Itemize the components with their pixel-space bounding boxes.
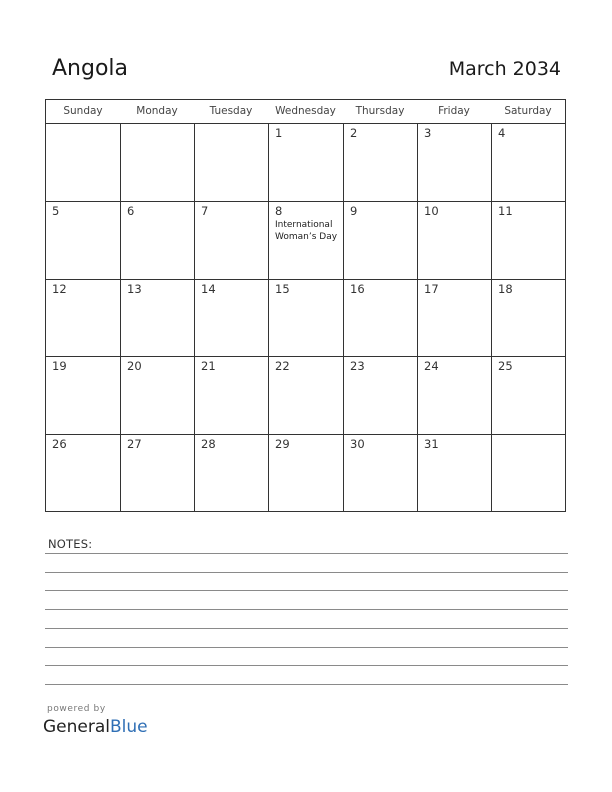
day-cell — [194, 202, 268, 279]
day-cell — [120, 280, 194, 356]
day-number: 31 — [424, 437, 439, 451]
day-cell — [46, 124, 120, 201]
day-number: 14 — [201, 282, 216, 296]
day-cell — [417, 202, 491, 279]
weekday-tuesday: Tuesday — [209, 105, 253, 117]
week-row — [46, 202, 565, 280]
notes-line — [45, 665, 568, 666]
day-cell — [46, 280, 120, 356]
day-cell — [268, 202, 343, 279]
day-cell — [491, 280, 565, 356]
day-number: 19 — [52, 359, 67, 373]
day-number: 20 — [127, 359, 142, 373]
day-number: 4 — [498, 126, 506, 140]
weekday-saturday: Saturday — [504, 105, 552, 117]
country-title: Angola — [52, 56, 129, 81]
day-cell — [120, 357, 194, 434]
day-cell — [194, 280, 268, 356]
day-number: 2 — [350, 126, 358, 140]
week-row — [46, 435, 565, 512]
day-number: 3 — [424, 126, 432, 140]
day-cell — [268, 280, 343, 356]
weekday-friday: Friday — [438, 105, 470, 117]
day-number: 7 — [201, 204, 209, 218]
day-cell — [120, 435, 194, 512]
day-number: 9 — [350, 204, 358, 218]
day-cell — [491, 124, 565, 201]
day-cell — [120, 124, 194, 201]
brand-general: General — [43, 717, 110, 737]
notes-line — [45, 684, 568, 685]
notes-line — [45, 628, 568, 629]
day-cell — [417, 280, 491, 356]
day-number: 15 — [275, 282, 290, 296]
day-number: 22 — [275, 359, 290, 373]
day-number: 18 — [498, 282, 513, 296]
weekday-sunday: Sunday — [63, 105, 103, 117]
brand-blue: Blue — [110, 717, 148, 737]
day-cell — [268, 357, 343, 434]
day-cell — [194, 435, 268, 512]
day-cell — [46, 357, 120, 434]
day-cell — [343, 280, 417, 356]
week-row — [46, 280, 565, 357]
day-cell — [417, 435, 491, 512]
generalblue-logo — [43, 717, 148, 737]
notes-line — [45, 553, 568, 554]
day-cell — [343, 435, 417, 512]
day-cell — [491, 357, 565, 434]
day-number: 25 — [498, 359, 513, 373]
day-number: 27 — [127, 437, 142, 451]
day-cell — [268, 435, 343, 512]
day-number: 12 — [52, 282, 67, 296]
day-cell — [491, 435, 565, 512]
day-number: 13 — [127, 282, 142, 296]
day-number: 5 — [52, 204, 60, 218]
notes-label: NOTES: — [48, 537, 93, 551]
week-row — [46, 357, 565, 435]
day-cell — [343, 124, 417, 201]
week-row — [46, 124, 565, 202]
day-cell — [46, 435, 120, 512]
day-cell — [417, 357, 491, 434]
day-number: 11 — [498, 204, 513, 218]
notes-line — [45, 590, 568, 591]
day-cell — [120, 202, 194, 279]
day-cell — [417, 124, 491, 201]
day-number: 8 — [275, 204, 283, 218]
weekday-header-row — [46, 100, 565, 124]
day-cell — [194, 357, 268, 434]
holiday-label: International Woman’s Day — [275, 220, 338, 242]
powered-by-text: powered by — [47, 704, 106, 714]
day-number: 6 — [127, 204, 135, 218]
day-number: 16 — [350, 282, 365, 296]
day-number: 28 — [201, 437, 216, 451]
day-cell — [46, 202, 120, 279]
day-number: 30 — [350, 437, 365, 451]
day-number: 26 — [52, 437, 67, 451]
day-cell — [343, 357, 417, 434]
calendar-grid — [45, 99, 566, 512]
day-number: 29 — [275, 437, 290, 451]
day-cell — [268, 124, 343, 201]
weekday-thursday: Thursday — [355, 105, 405, 117]
day-cell — [491, 202, 565, 279]
notes-line — [45, 609, 568, 610]
month-year-title: March 2034 — [448, 58, 561, 80]
day-number: 21 — [201, 359, 216, 373]
day-number: 10 — [424, 204, 439, 218]
day-number: 24 — [424, 359, 439, 373]
day-cell — [343, 202, 417, 279]
weekday-wednesday: Wednesday — [275, 105, 336, 117]
notes-line — [45, 647, 568, 648]
day-number: 1 — [275, 126, 283, 140]
day-number: 17 — [424, 282, 439, 296]
weekday-monday: Monday — [136, 105, 178, 117]
notes-line — [45, 572, 568, 573]
day-cell — [194, 124, 268, 201]
day-number: 23 — [350, 359, 365, 373]
